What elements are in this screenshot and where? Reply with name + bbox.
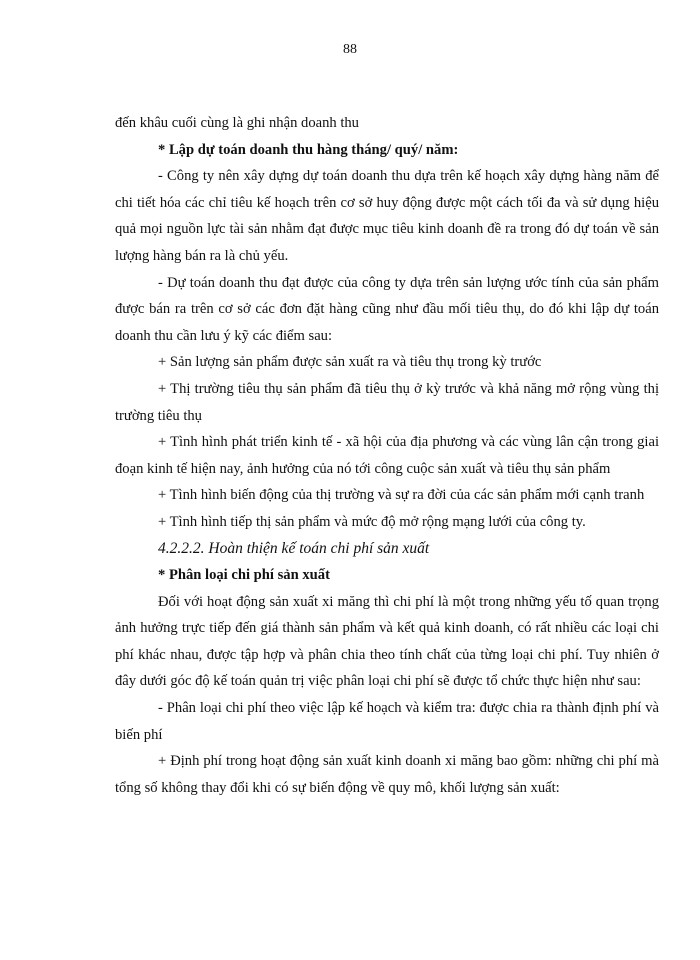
- list-item: + Sản lượng sản phẩm được sản xuất ra và tiêu thụ trong kỳ trước: [158, 354, 542, 371]
- heading-revenue-forecast: * Lập dự toán doanh thu hàng tháng/ quý/ năm:: [158, 141, 459, 158]
- paragraph-continuation: đến khâu cuối cùng là ghi nhận doanh thu: [115, 115, 359, 131]
- paragraph: - Công ty nên xây dựng dự toán doanh thu dựa trên kế hoạch xây dựng hàng năm để chi tiết hóa các chỉ tiêu kế hoạch trên cơ sở huy động được một cách tối đa và sử dụng hiệu quả mọi nguồn lực tài sản nhằm đạt được mục tiêu kinh doanh đề ra trong đó dự toán về sản lượng hàng bán ra là chủ yếu.: [115, 168, 659, 264]
- paragraph: Đối với hoạt động sản xuất xi măng thì chi phí là một trong những yếu tố quan trọng ảnh hưởng trực tiếp đến giá thành sản phẩm và kết quả kinh doanh, có rất nhiều các loại chi phí khác nhau, được tập hợp và phân chia theo tính chất của từng loại chi phí. Tuy nhiên ở đây dưới góc độ kế toán quản trị việc phân loại chi phí sẽ được tổ chức thực hiện như sau:: [115, 593, 659, 690]
- paragraph: - Dự toán doanh thu đạt được của công ty dựa trên sản lượng ước tính của sản phẩm được bán ra trên cơ sở các đơn đặt hàng cũng như đầu mối tiêu thụ, do đó khi lập dự toán doanh thu cần lưu ý kỹ các điểm sau:: [115, 274, 659, 344]
- section-heading: 4.2.2.2. Hoàn thiện kế toán chi phí sản xuất: [158, 539, 430, 557]
- list-item: + Tình hình biến động của thị trường và sự ra đời của các sản phẩm mới cạnh tranh: [158, 487, 645, 504]
- document-body: [115, 110, 659, 801]
- heading-cost-classification: * Phân loại chi phí sản xuất: [158, 567, 330, 584]
- list-item: + Tình hình tiếp thị sản phẩm và mức độ mở rộng mạng lưới của công ty.: [158, 513, 586, 530]
- list-item: + Tình hình phát triển kinh tế - xã hội của địa phương và các vùng lân cận trong giai đoạn kinh tế hiện nay, ảnh hưởng của nó tới công cuộc sản xuất và tiêu thụ sản phẩm: [115, 434, 659, 477]
- page-number: 88: [343, 42, 357, 57]
- paragraph: - Phân loại chi phí theo việc lập kế hoạch và kiểm tra: được chia ra thành định phí và biến phí: [115, 700, 659, 743]
- list-item: + Thị trường tiêu thụ sản phẩm đã tiêu thụ ở kỳ trước và khả năng mở rộng vùng thị trường tiêu thụ: [115, 380, 659, 424]
- paragraph: + Định phí trong hoạt động sản xuất kinh doanh xi măng bao gồm: những chi phí mà tổng số không thay đổi khi có sự biến động về quy mô, khối lượng sản xuất:: [115, 753, 659, 796]
